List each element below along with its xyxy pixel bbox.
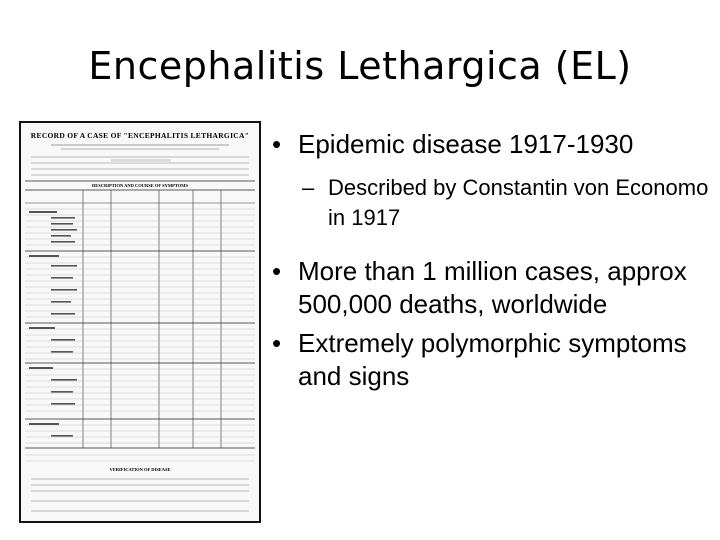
sub-bullet-text: Described by Constantin von Economo in 1917 [328,175,709,230]
form-subheading: DESCRIPTION AND COURSE OF SYMPTOMS [91,183,189,188]
bullet-item [272,327,712,393]
sub-bullet-marker: – [302,175,315,200]
bullet-text: Epidemic disease 1917-1930 [298,129,634,159]
bullet-item [272,255,712,321]
bullet-marker: • [272,256,282,286]
form-ruled-lines [21,123,259,521]
historical-case-record-form-image [19,121,261,523]
bullet-marker: • [272,328,282,358]
bullet-marker: • [272,129,282,159]
form-heading: RECORD OF A CASE OF "ENCEPHALITIS LETHARGICA" [30,131,250,140]
bullet-item [272,128,712,161]
bullet-text: More than 1 million cases, approx 500,000 deaths, worldwide [298,256,687,319]
form-footer-heading: VERIFICATION OF DISEASE [109,467,171,472]
bullet-text: Extremely polymorphic symptoms and signs [298,328,687,391]
sub-bullet-item [272,173,712,233]
slide-title: Encephalitis Lethargica (EL) [88,44,632,88]
bullet-list [272,128,712,393]
